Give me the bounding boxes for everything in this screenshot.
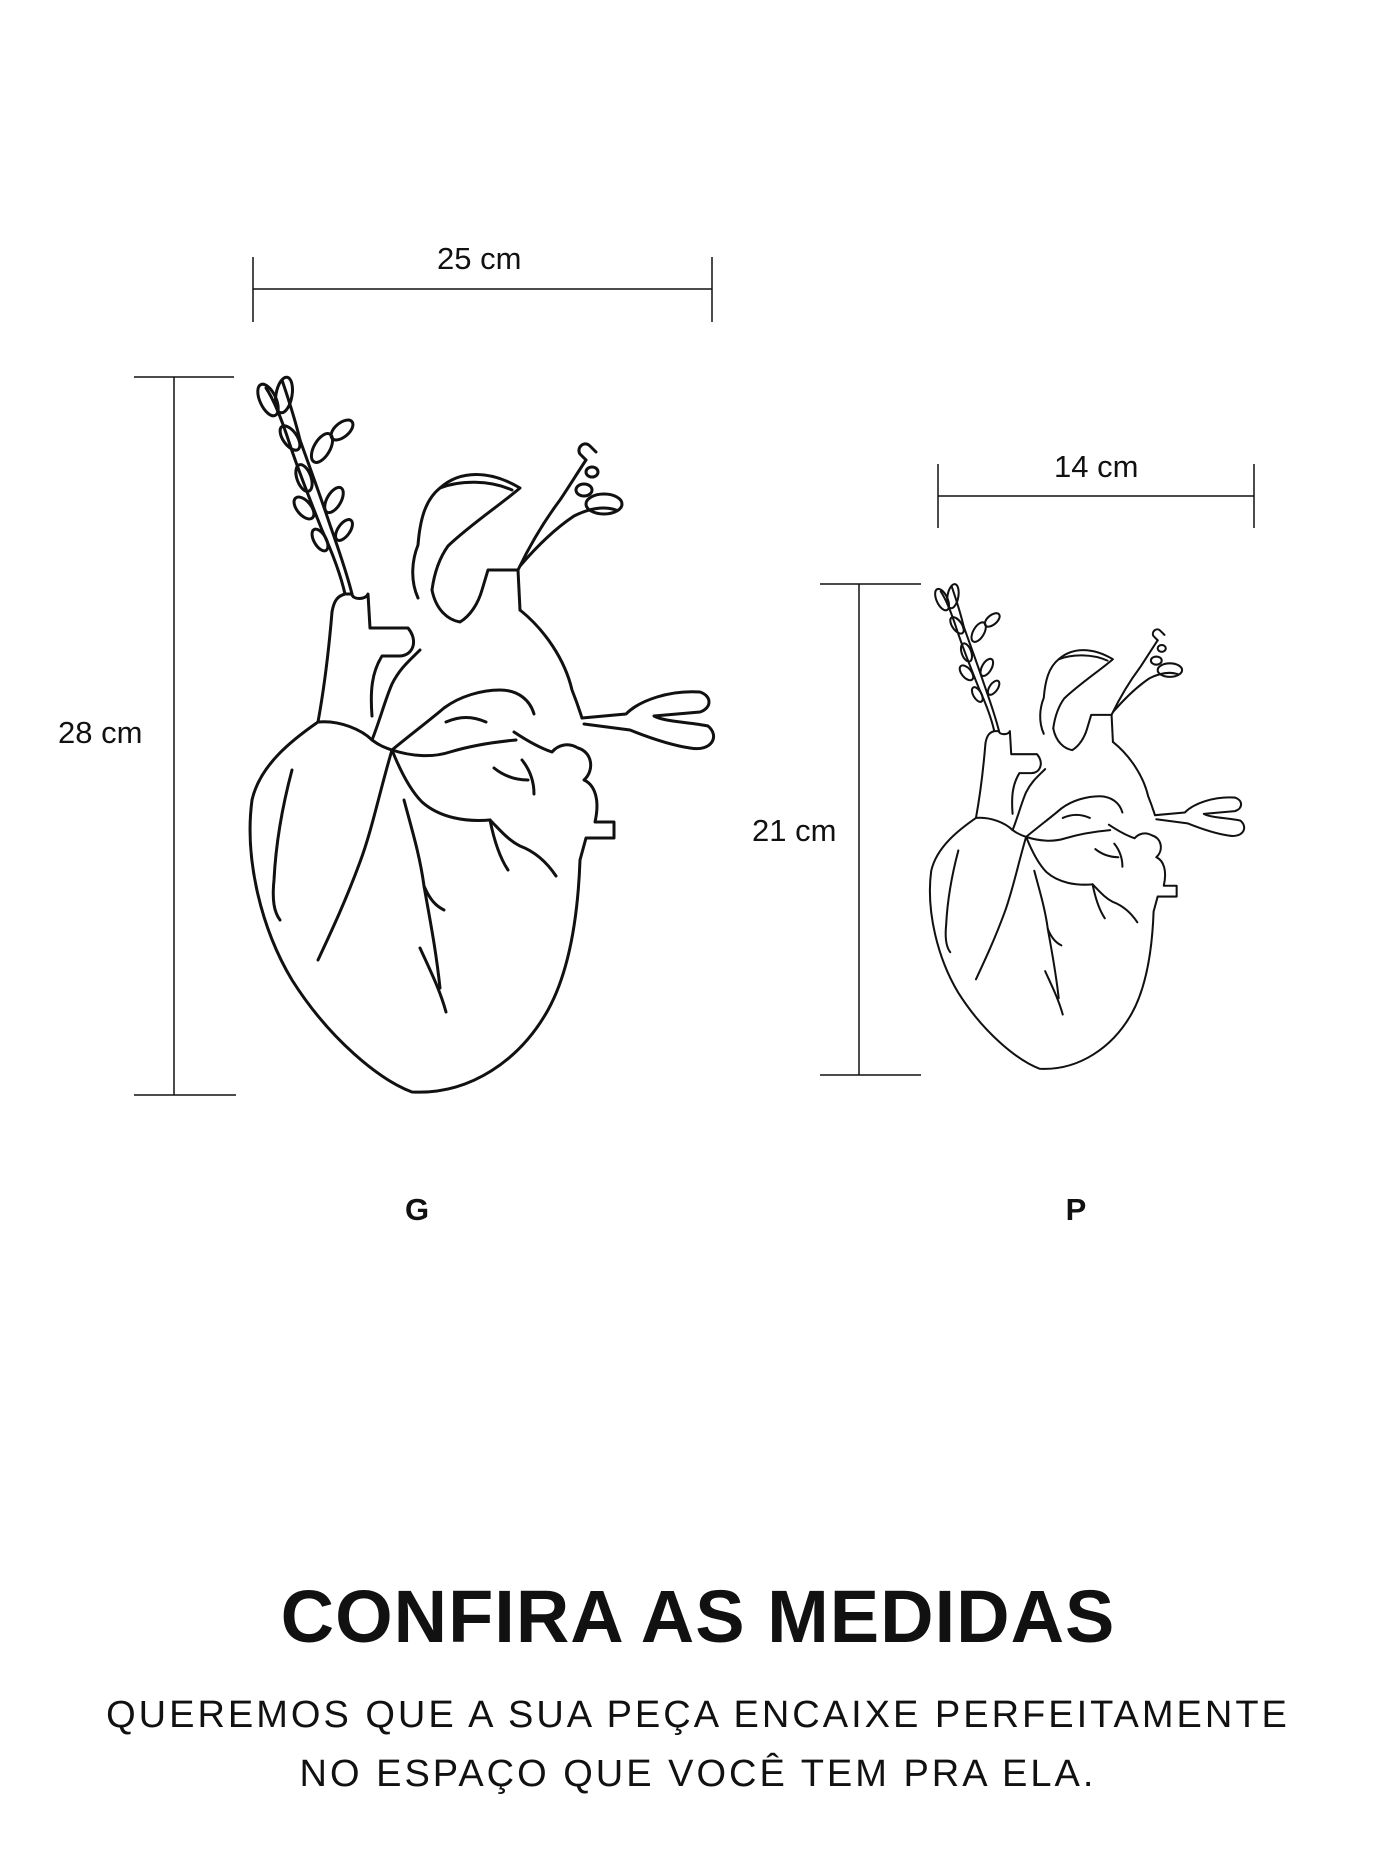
large-height-dimension [134,377,236,1095]
subtitle-line-2: NO ESPAÇO QUE VOCÊ TEM PRA ELA. [299,1753,1097,1795]
subtitle-line-1: QUEREMOS QUE A SUA PEÇA ENCAIXE PERFEITAMENTE [106,1694,1290,1736]
large-height-label: 28 cm [58,715,143,750]
large-size-letter: G [404,1192,430,1227]
page-title: CONFIRA AS MEDIDAS [280,1575,1116,1658]
large-width-label: 25 cm [437,241,522,276]
small-height-label: 21 cm [752,813,837,848]
large-heart-vase-icon [250,376,713,1092]
small-size-letter: P [1065,1192,1087,1227]
small-heart-vase-icon [930,583,1244,1069]
small-width-label: 14 cm [1054,449,1139,484]
